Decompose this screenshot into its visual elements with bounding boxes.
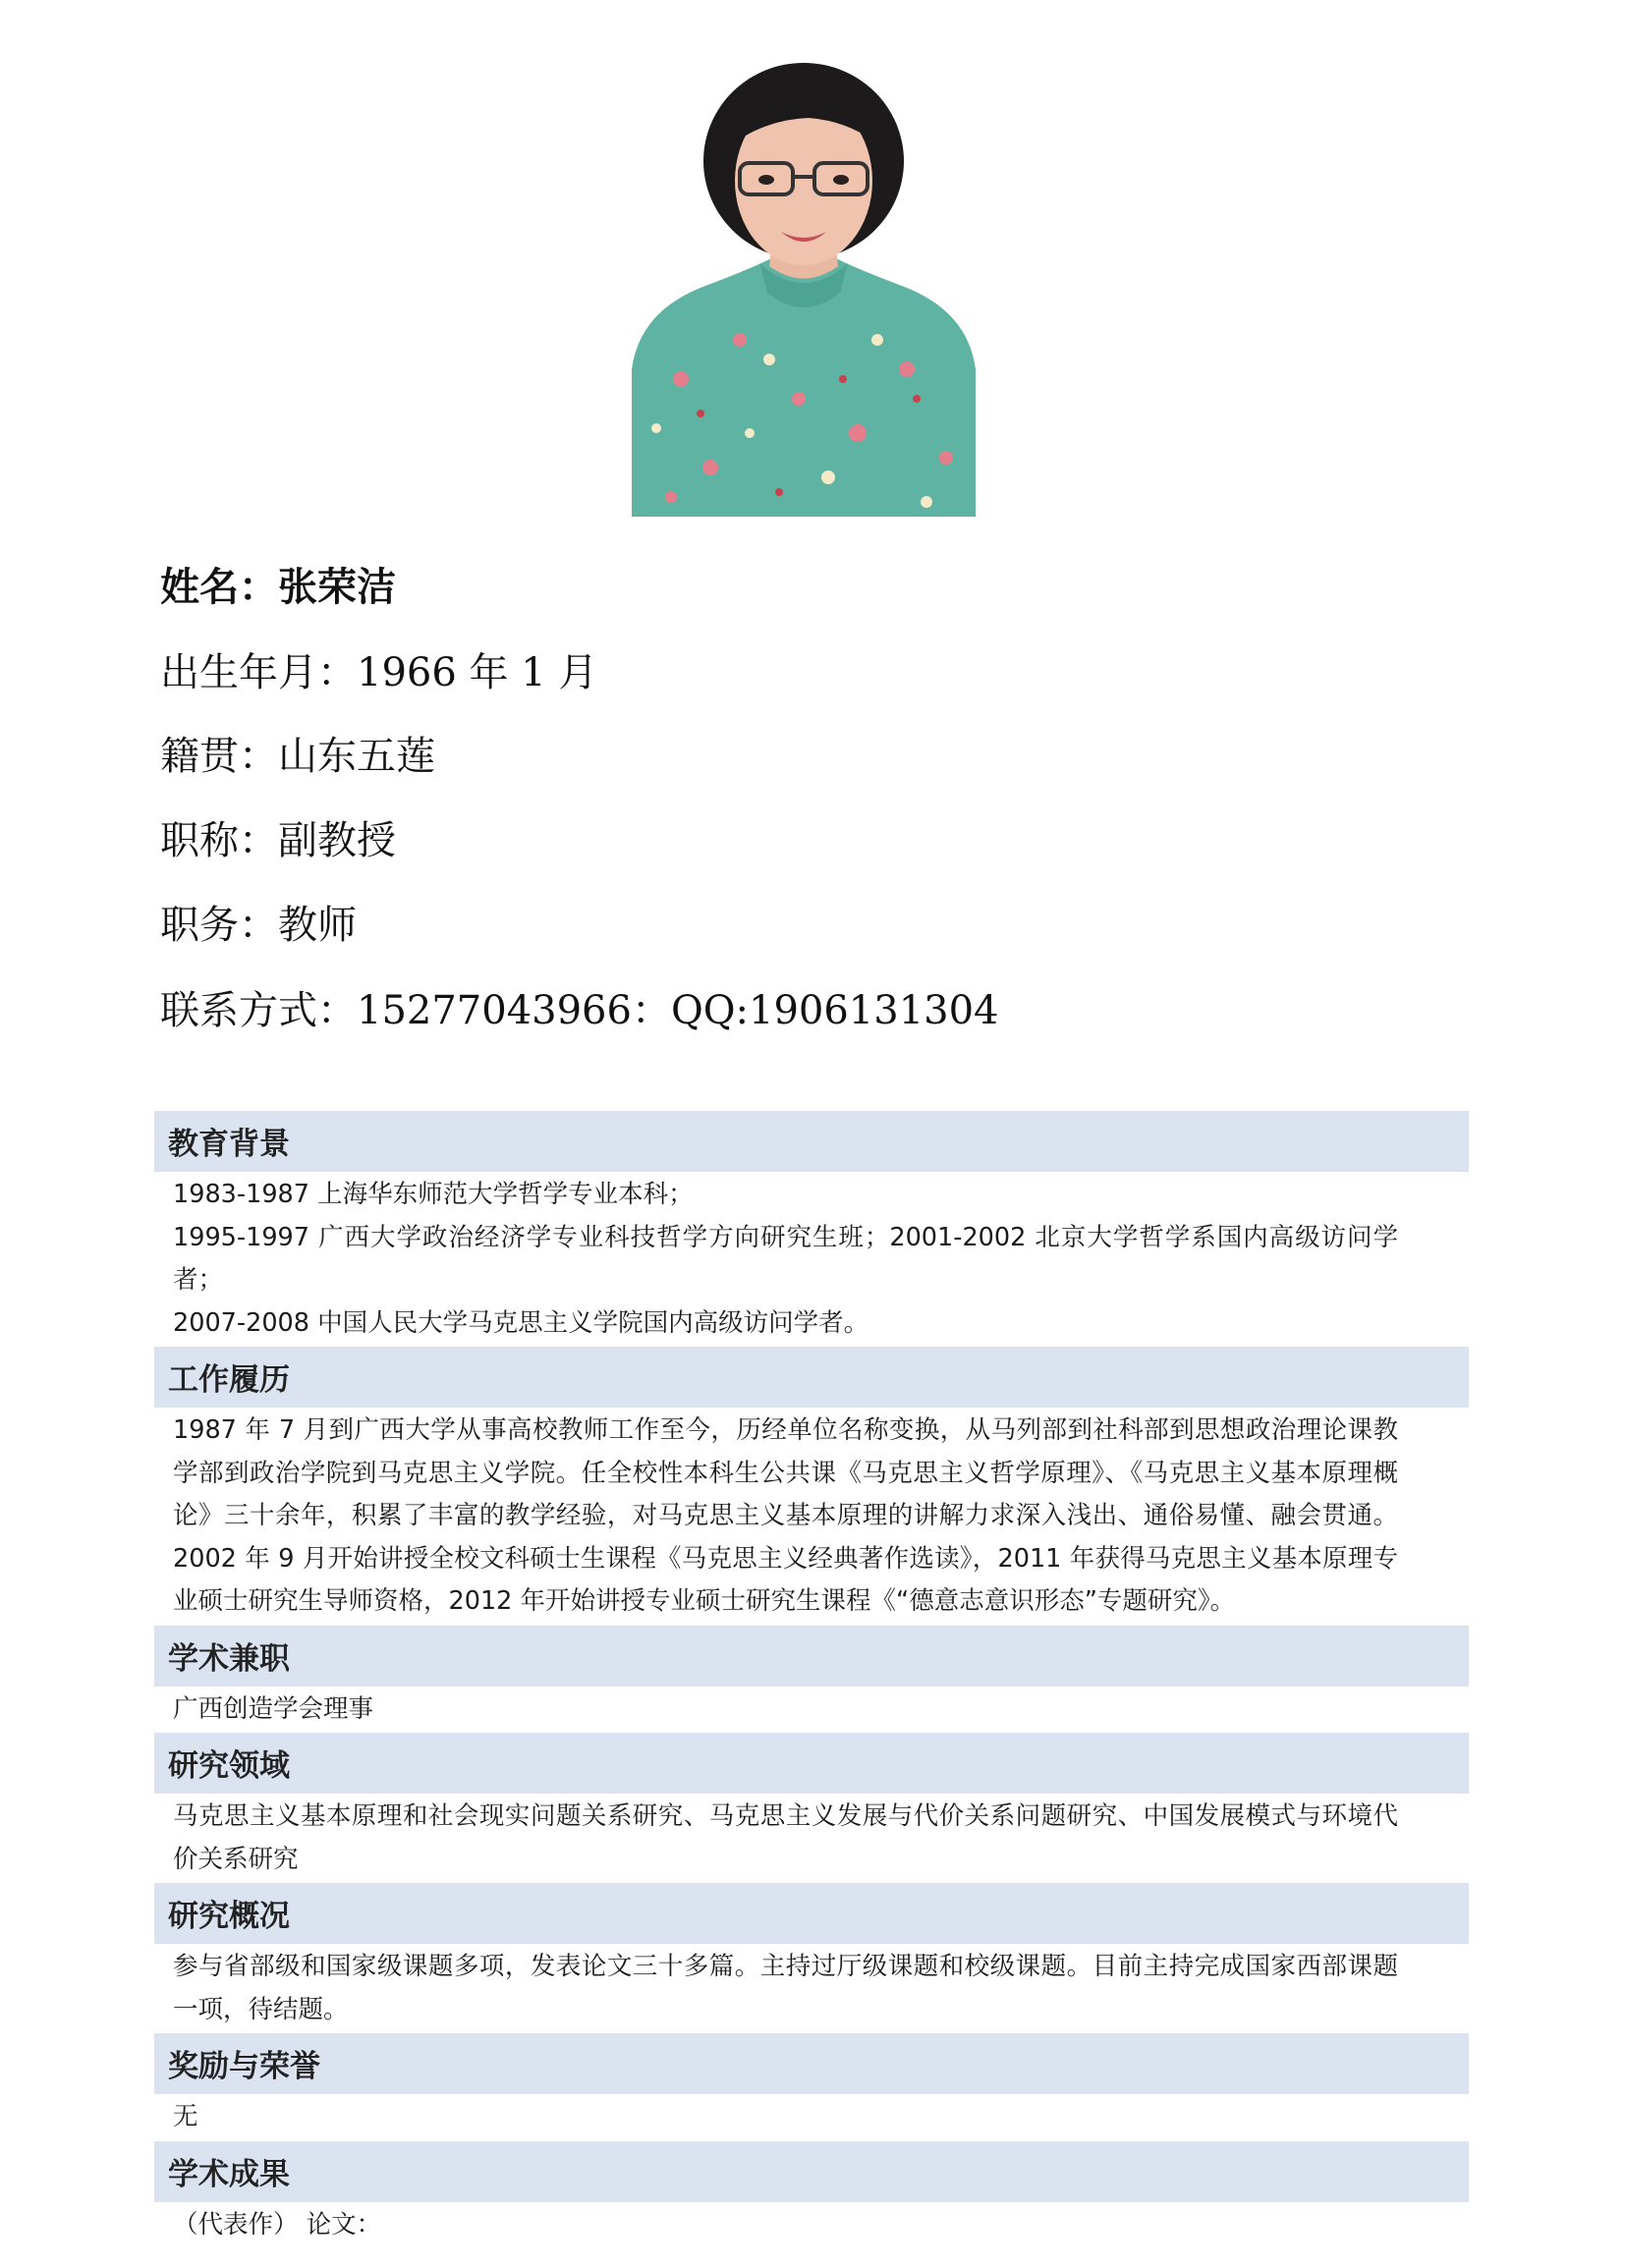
profile-photo (612, 45, 995, 517)
research-fields-text: 马克思主义基本原理和社会现实问题关系研究、马克思主义发展与代价关系问题研究、中国发展模式与环境代价关系研究 (173, 1801, 1398, 1874)
research-overview-text: 参与省部级和国家级课题多项，发表论文三十多篇。主持过厅级课题和校级课题。目前主持完成国家西部课题一项，待结题。 (173, 1952, 1398, 2024)
work-history-text: 1987 年 7 月到广西大学从事高校教师工作至今，历经单位名称变换，从马列部到社科部到思想政治理论课教学部到政治学院到马克思主义学院。任全校性本科生公共课《马克思主义哲学原理》、《马克思主义基本原理概论》三十余年，积累了丰富的教学经验，对马克思主义基本原理的讲解力求深入浅出、通俗易懂、融会贯通。2002 年 9 月开始讲授全校文科硕士生课程《马克思主义经典著作选读》，2011 年获得马克思主义基本原理专业硕士研究生导师资格，2012 年开始讲授专业硕士研究生课程《“德意志意识形态”专题研究》。 (173, 1415, 1398, 1616)
resume-sections (154, 1111, 1469, 2248)
awards-body (154, 2094, 1469, 2141)
title-line: 职称：副教授 (160, 818, 396, 863)
education-line: 1983-1987 上海华东师范大学哲学专业本科； (173, 1180, 694, 1209)
research-fields-body (154, 1794, 1469, 1883)
work-history-body (154, 1408, 1469, 1626)
research-overview-body (154, 1944, 1469, 2033)
achievements-header: 学术成果 (154, 2141, 1469, 2202)
contact-line: 联系方式：15277043966：QQ:1906131304 (160, 988, 999, 1033)
research-overview-header: 研究概况 (154, 1883, 1469, 1944)
awards-header: 奖励与荣誉 (154, 2033, 1469, 2094)
research-fields-header: 研究领域 (154, 1733, 1469, 1794)
achievements-body (154, 2202, 1469, 2249)
education-line: 1995-1997 广西大学政治经济学专业科技哲学方向研究生班；2001-2002 北京大学哲学系国内高级访问学者； (173, 1222, 1398, 1295)
awards-text: 无 (173, 2102, 198, 2131)
education-line: 2007-2008 中国人民大学马克思主义学院国内高级访问学者。 (173, 1307, 869, 1338)
birth-line: 出生年月：1966 年 1 月 (160, 650, 598, 695)
academic-posts-text: 广西创造学会理事 (173, 1693, 374, 1724)
education-body (154, 1172, 1469, 1347)
position-line: 职务：教师 (160, 903, 357, 948)
name-line: 姓名：张荣洁 (160, 565, 396, 610)
origin-line: 籍贯：山东五莲 (160, 734, 435, 779)
education-header: 教育背景 (154, 1111, 1469, 1172)
academic-posts-header: 学术兼职 (154, 1626, 1469, 1687)
work-history-header: 工作履历 (154, 1347, 1469, 1408)
achievements-text: （代表作） 论文： (173, 2209, 382, 2240)
academic-posts-body (154, 1687, 1469, 1734)
